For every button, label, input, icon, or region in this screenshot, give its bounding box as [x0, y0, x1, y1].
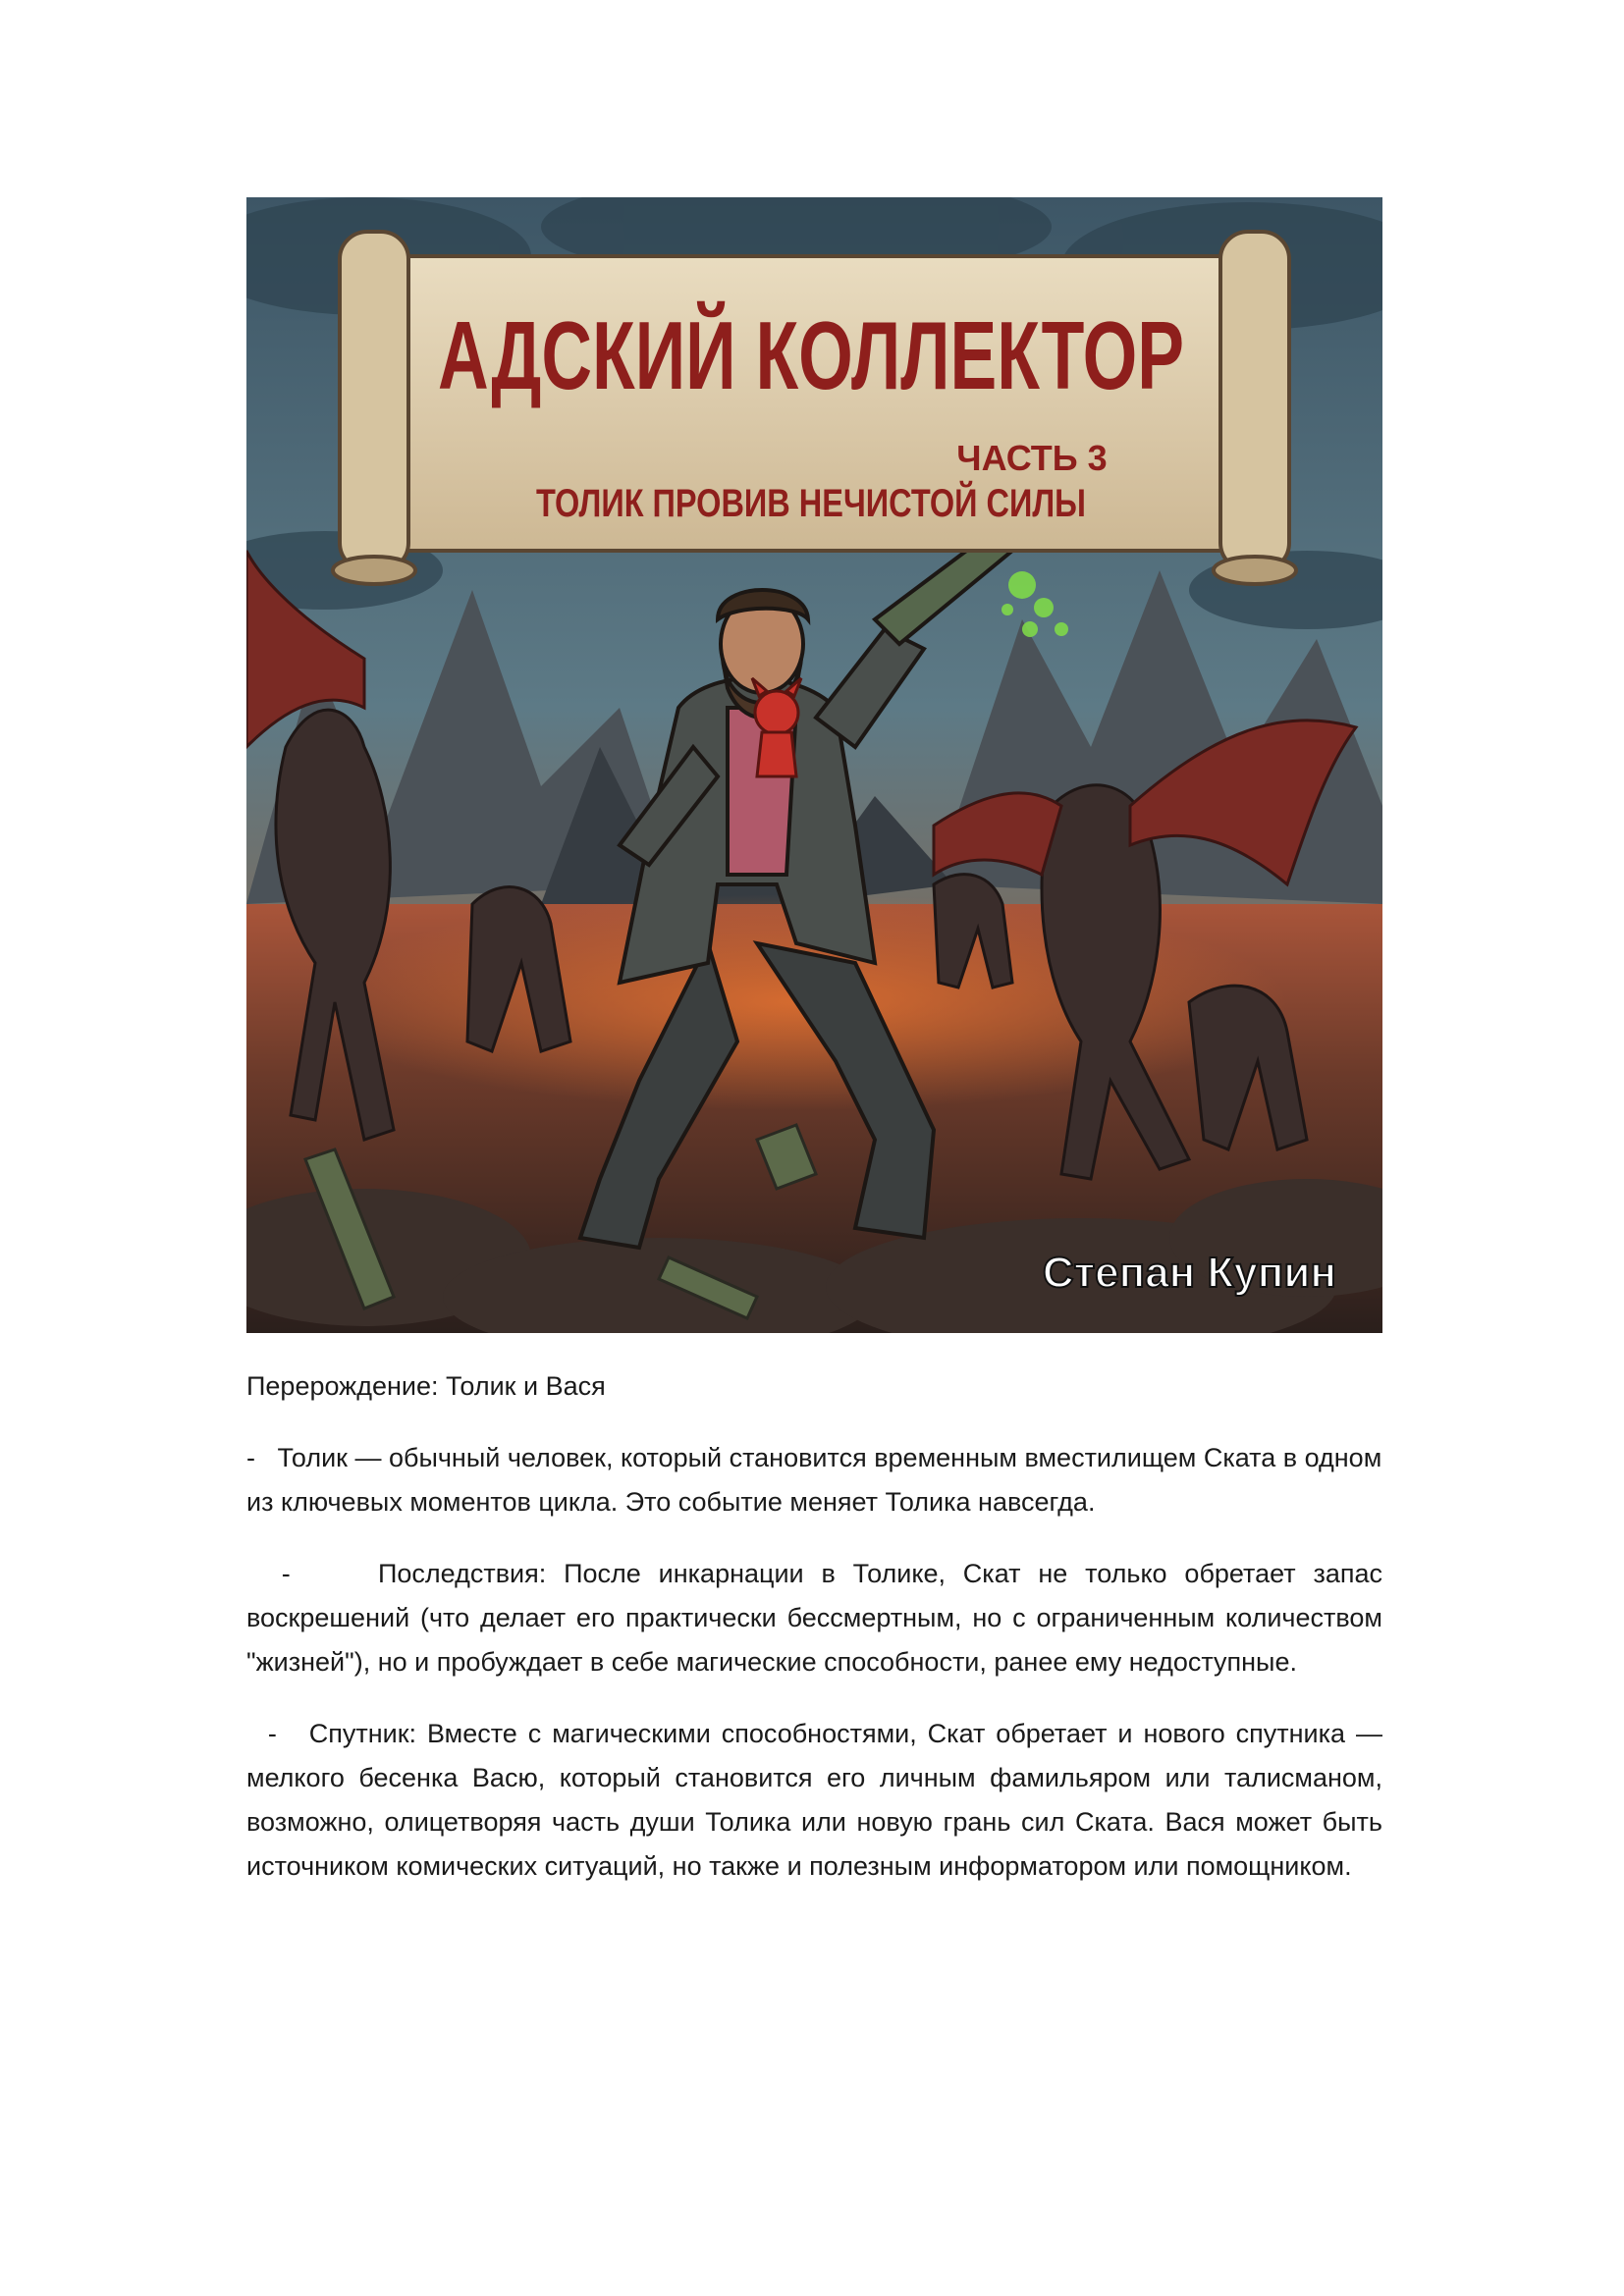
item-dash: - [281, 1559, 291, 1588]
item-dash: - [267, 1719, 277, 1748]
cover-part: ЧАСТЬ 3 [956, 438, 1108, 478]
article-heading: Перерождение: Толик и Вася [246, 1371, 606, 1401]
item-text: Последствия: После инкарнации в Толике, Скат не только обретает запас воскрешений (что делает его практически бессмертным, но с ограниченным количеством "жизней"), но и пробуждает в себе магические способности, ранее ему недоступные. [246, 1559, 1382, 1677]
article-item-companion [246, 1712, 1382, 1889]
article-item-consequences [246, 1552, 1382, 1684]
cover-title: АДСКИЙ КОЛЛЕКТОР [438, 301, 1184, 409]
book-cover-illustration [246, 197, 1382, 1333]
item-text: Толик — обычный человек, который становится временным вместилищем Ската в одном из ключевых моментов цикла. Это событие меняет Толика навсегда. [246, 1443, 1382, 1517]
cover-subtitle: ТОЛИК ПРОВИВ НЕЧИСТОЙ СИЛЫ [536, 482, 1214, 525]
article-item-reincarnation [246, 1436, 1382, 1524]
article-text [246, 1364, 1382, 1916]
item-dash: - [246, 1443, 255, 1472]
cover-author: Степан Купин [1042, 1249, 1336, 1297]
item-text: Спутник: Вместе с магическими способностями, Скат обретает и нового спутника — мелкого бесенка Васю, который становится его личным фамильяром или талисманом, возможно, олицетворяя часть души Толика или новую грань сил Ската. Вася может быть источником комических ситуаций, но также и полезным информатором или помощником. [246, 1719, 1382, 1881]
